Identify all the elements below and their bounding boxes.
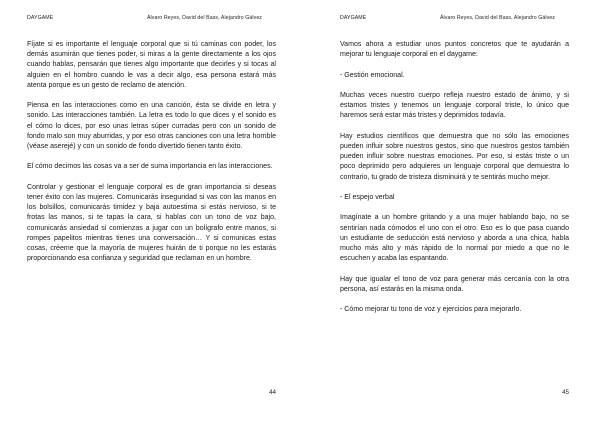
header-authors: Álvaro Reyes, David del Bass, Alejandro Gálvez [439, 15, 555, 21]
paragraph: Imagínate a un hombre gritando y a una mujer hablando bajo, no se sentirían nada cómodos el uno con el otro. Eso es lo que pasa cuando un estudiante de seducción está nervioso y aborda a una chica, habla mucho más alto y más rápido de lo normal por miedo a que no le escuchen y acaba las espantando. [340, 214, 569, 263]
paragraph: Piensa en las interacciones como en una canción, ésta se divide en letra y sonido. Las interacciones también. La letra es todo lo que dices y el sonido es el cómo lo dices, por eso unas letras súper curradas pero con un sonido de fondo malo son muy aburridas, y por eso otras canciones con una letra horrible (véase aserejé) y con un sonido de fondo divertido tienen tanto éxito. [27, 102, 276, 151]
body-text [340, 40, 569, 326]
right-page [300, 0, 600, 425]
paragraph: El cómo decimos las cosas va a ser de suma importancia en las interacciones. [27, 163, 273, 171]
header-title: DAYGAME [340, 15, 367, 21]
paragraph: Fíjate si es importante el lenguaje corporal que si tú caminas con poder, los demás asumirán que tienes poder, si miras a la gente directamente a los ojos cuando hablas, pensarán que tienes algo importante que decirles y si tocas al alguien en el hombro cuando le vas a decir algo, esa persona estará más atenta porque es un gesto de reclamo de atención. [27, 41, 276, 89]
paragraph: Controlar y gestionar el lenguaje corporal es de gran importancia si deseas tener éxito con las mujeres. Comunicarás inseguridad si vas con las manos en los bolsillos, comunicarás timidez y baja autoestima si estás nervioso, si te frotas las manos, si te tapas la cara, si hablas con un tono de voz bajo, comunicarás ansiedad si comienzas a jugar con un bolígrafo entre manos, si rompes papelitos mientras tienes una conversación… Y si comunicas estas cosas, créeme que la mayoría de mujeres huirán de ti porque no les estarás proporcionando esa confianza y seguridad que reclaman en un hombre. [27, 183, 276, 263]
running-header [340, 15, 569, 21]
paragraph: Vamos ahora a estudiar unos puntos concretos que te ayudarán a mejorar tu lenguaje corporal en el daygame: [340, 41, 569, 59]
paragraph: Muchas veces nuestro cuerpo refleja nuestro estado de ánimo, y si estamos tristes y tenemos un lenguaje corporal triste, lo único que haremos será estar más tristes y deprimidos todavía. [340, 91, 569, 120]
section-heading: - El espejo verbal [340, 193, 395, 201]
page-number: 45 [562, 389, 569, 396]
body-text [27, 40, 276, 275]
section-heading: - Gestión emocional. [340, 71, 405, 79]
header-authors: Álvaro Reyes, David del Bass, Alejandro Gálvez [146, 15, 262, 21]
header-title: DAYGAME [27, 15, 54, 21]
section-heading: - Cómo mejorar tu tono de voz y ejercicios para mejorarlo. [340, 306, 522, 314]
page-number: 44 [269, 389, 276, 396]
paragraph: Hay que igualar el tono de voz para generar más cercanía con la otra persona, así estarás en la misma onda. [340, 275, 569, 293]
paragraph: Hay estudios científicos que demuestra que no sólo las emociones pueden influir sobre nuestros gestos, sino que nuestros gestos también pueden influir sobre nuestras emociones. Por eso, si estás triste o un poco deprimido pero adquieres un lenguaje corporal que demuestra lo contrario, tu grado de tristeza disminuirá y te sentirás mucho mejor. [340, 132, 569, 181]
running-header [27, 15, 276, 21]
